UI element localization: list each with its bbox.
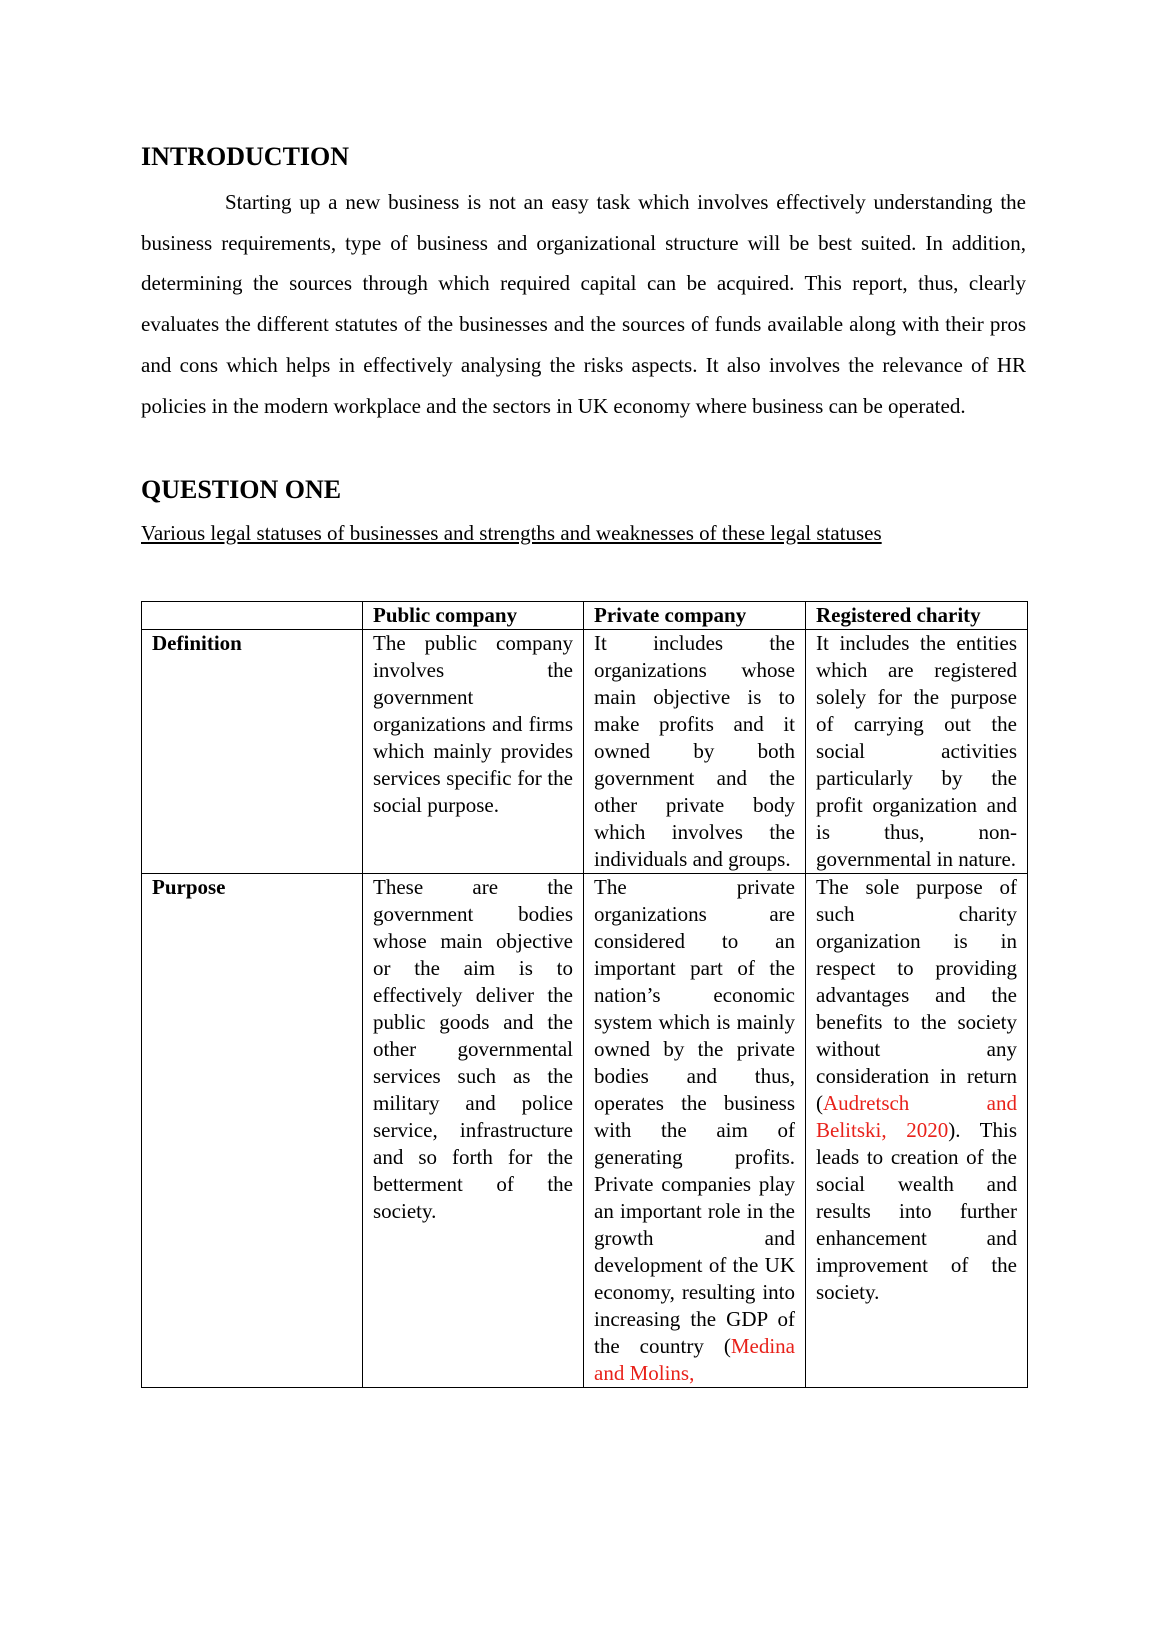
table-header-public-company: Public company: [363, 602, 584, 630]
legal-statuses-subheading: Various legal statuses of businesses and strengths and weaknesses of these legal statuses: [141, 521, 882, 545]
table-header-row: [142, 602, 1028, 630]
purpose-public-cell: These are the government bodies whose main objective or the aim is to effectively deliver the public goods and the other governmental services such as the military and police service, infrastructure and so forth for the betterment of the society.: [363, 874, 584, 1388]
introduction-heading: INTRODUCTION: [141, 142, 350, 171]
row-label-definition: Definition: [142, 630, 363, 874]
purpose-private-cell: [584, 874, 806, 1388]
purpose-charity-citation: Audretsch and Belitski, 2020: [816, 1091, 1017, 1142]
purpose-charity-text-after: ). This leads to creation of the social wealth and results into further enhancement and improvement of the society.: [816, 1118, 1018, 1304]
question-one-heading: QUESTION ONE: [141, 475, 342, 504]
row-label-purpose: Purpose: [142, 874, 363, 1388]
purpose-charity-cell: [806, 874, 1028, 1388]
table-header-registered-charity: Registered charity: [806, 602, 1028, 630]
definition-private-cell: It includes the organizations whose main objective is to make profits and it owned by both government and the other private body which involves the individuals and groups.: [584, 630, 806, 874]
legal-status-table: [141, 601, 1028, 1388]
purpose-private-text: The private organizations are considered to an important part of the nation’s economic system which is mainly owned by the private bodies and thus, operates the business with the aim of generating profits. Private companies play an important role in the growth and development of the UK economy, resulting into increasing the GDP of the country (: [594, 875, 795, 1358]
purpose-charity-text: The sole purpose of such charity organization is in respect to providing advantages and the benefits to the society without any consideration in return (: [816, 875, 1017, 1115]
table-row-definition: [142, 630, 1028, 874]
purpose-private-citation: Medina and Molins,: [594, 1334, 795, 1385]
table-header-private-company: Private company: [584, 602, 806, 630]
definition-public-cell: The public company involves the government organizations and firms which mainly provides services specific for the social purpose.: [363, 630, 584, 874]
introduction-paragraph: Starting up a new business is not an easy task which involves effectively understanding the business requirements, type of business and organizational structure will be best suited. In addition, determining the sources through which required capital can be acquired. This report, thus, clearly evaluates the different statutes of the businesses and the sources of funds available along with their pros and cons which helps in effectively analysing the risks aspects. It also involves the relevance of HR policies in the modern workplace and the sectors in UK economy where business can be operated.: [141, 190, 1026, 418]
definition-charity-cell: It includes the entities which are registered solely for the purpose of carrying out the social activities particularly by the profit organization and is thus, non-governmental in nature.: [806, 630, 1028, 874]
table-header-cell-empty: [142, 602, 363, 630]
table-row-purpose: [142, 874, 1028, 1388]
